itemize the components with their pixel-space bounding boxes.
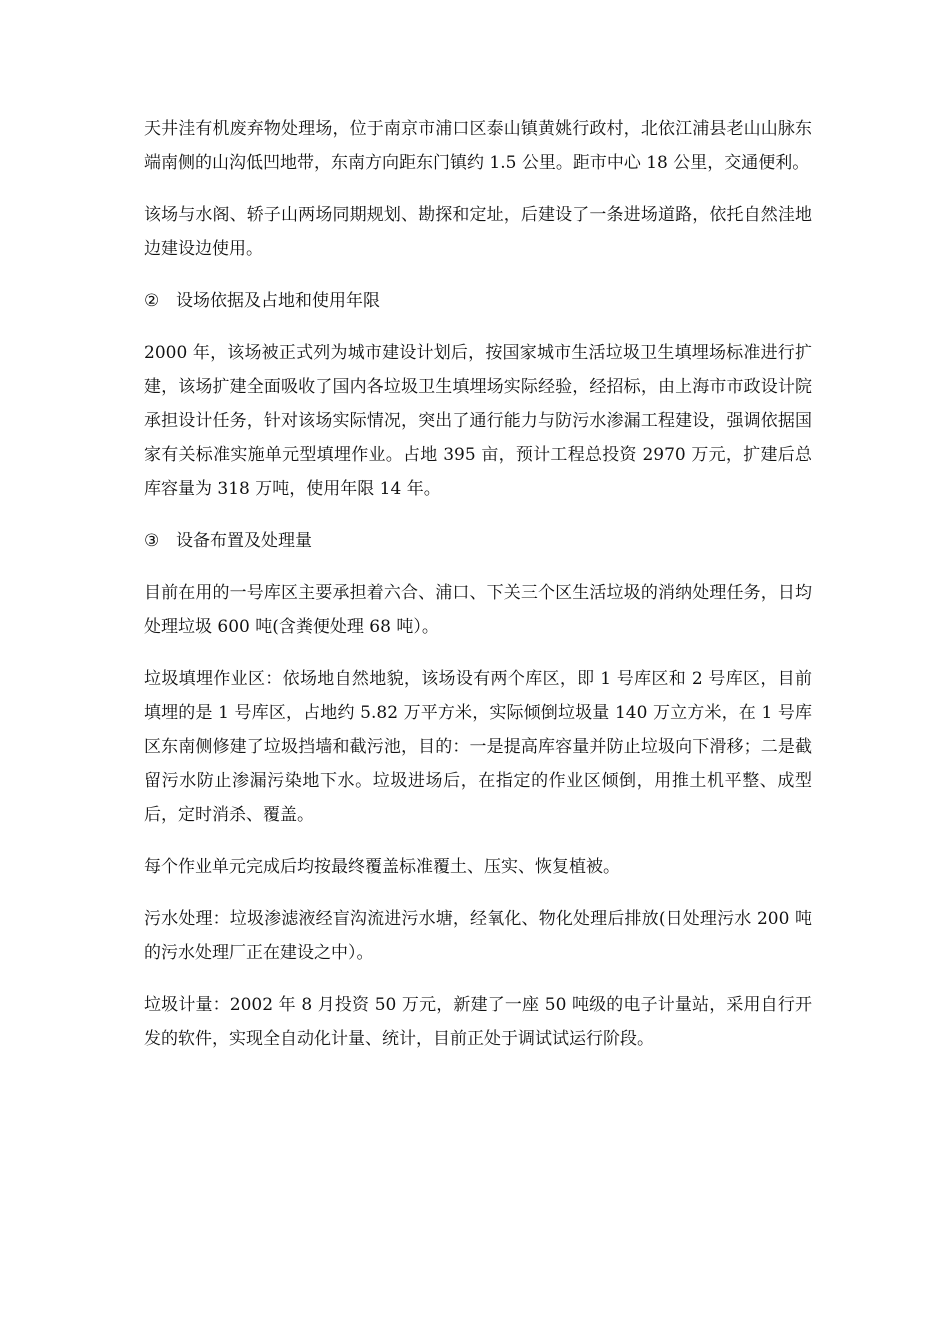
paragraph-metering: 垃圾计量：2002 年 8 月投资 50 万元，新建了一座 50 吨级的电子计量站，采用自行开发的软件，实现全自动化计量、统计，目前正处于调试试运行阶段。 bbox=[144, 995, 812, 1049]
section-number-2: ② bbox=[144, 291, 160, 311]
section-heading-3 bbox=[144, 524, 812, 558]
paragraph-covering: 每个作业单元完成后均按最终覆盖标准覆土、压实、恢复植被。 bbox=[144, 857, 620, 877]
paragraph-landfill-area: 垃圾填埋作业区：依场地自然地貌，该场设有两个库区，即 1 号库区和 2 号库区，目前填埋的是 1 号库区，占地约 5.82 万平方米，实际倾倒垃圾量 140 万立方米，在 1 号库区东南侧修建了垃圾挡墙和截污池，目的：一是提高库容量并防止垃圾向下滑移；二是截留污水防止渗漏污染地下水。垃圾进场后，在指定的作业区倾倒，用推土机平整、成型后，定时消杀、覆盖。 bbox=[144, 669, 812, 825]
section-title-2: 设场依据及占地和使用年限 bbox=[176, 291, 380, 311]
section-number-3: ③ bbox=[144, 531, 160, 551]
paragraph-location: 天井洼有机废弃物处理场，位于南京市浦口区泰山镇黄姚行政村，北依江浦县老山山脉东端南侧的山沟低凹地带，东南方向距东门镇约 1.5 公里。距市中心 18 公里，交通便利。 bbox=[144, 119, 812, 173]
document-page bbox=[144, 112, 812, 1074]
paragraph-land-use: 2000 年，该场被正式列为城市建设计划后，按国家城市生活垃圾卫生填埋场标准进行扩建，该场扩建全面吸收了国内各垃圾卫生填埋场实际经验，经招标，由上海市市政设计院承担设计任务，针对该场实际情况，突出了通行能力与防污水渗漏工程建设，强调依据国家有关标准实施单元型填埋作业。占地 395 亩，预计工程总投资 2970 万元，扩建后总库容量为 318 万吨，使用年限 14 年。 bbox=[144, 343, 812, 499]
paragraph-capacity: 目前在用的一号库区主要承担着六合、浦口、下关三个区生活垃圾的消纳处理任务，日均处理垃圾 600 吨(含粪便处理 68 吨）。 bbox=[144, 583, 812, 637]
paragraph-sewage: 污水处理：垃圾渗滤液经盲沟流进污水塘，经氧化、物化处理后排放(日处理污水 200 吨的污水处理厂正在建设之中）。 bbox=[144, 909, 812, 963]
section-heading-2 bbox=[144, 284, 812, 318]
paragraph-planning: 该场与水阁、轿子山两场同期规划、勘探和定址，后建设了一条进场道路，依托自然洼地边建设边使用。 bbox=[144, 205, 812, 259]
section-title-3: 设备布置及处理量 bbox=[176, 531, 312, 551]
